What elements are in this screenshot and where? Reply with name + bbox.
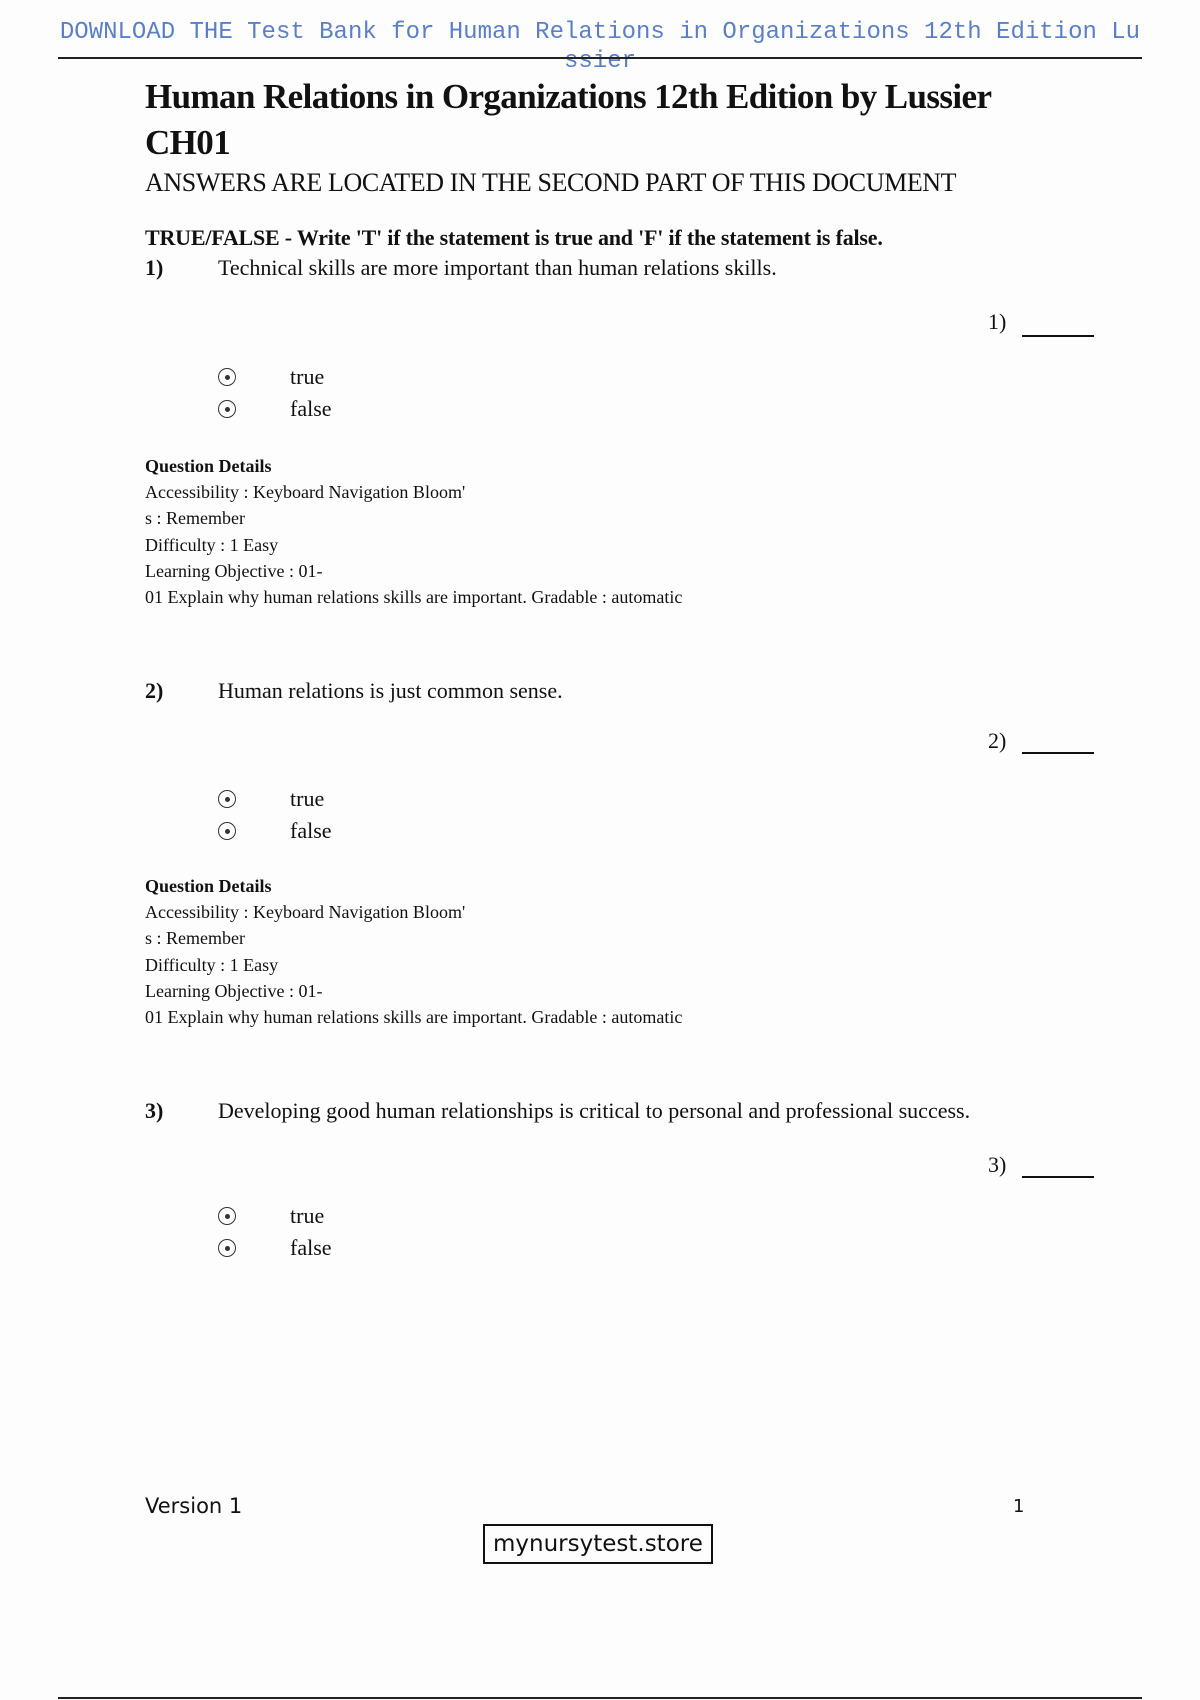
option-false[interactable] (218, 817, 332, 845)
details-accessibility: Accessibility : Keyboard Navigation Bloom' (145, 482, 466, 503)
page-number: 1 (1013, 1496, 1025, 1517)
footer-divider (58, 1697, 1142, 1699)
option-true[interactable] (218, 1202, 325, 1230)
question-number: 3) (145, 1098, 164, 1123)
radio-icon[interactable] (218, 790, 236, 808)
option-label: false (290, 818, 332, 843)
question-number: 2) (145, 678, 164, 703)
page-title: Human Relations in Organizations 12th Edition by Lussier CH01 (145, 77, 991, 162)
question-details (145, 873, 682, 1030)
download-banner[interactable]: DOWNLOAD THE Test Bank for Human Relations in Organizations 12th Edition Lussier (59, 19, 1141, 75)
option-label: false (290, 396, 332, 421)
option-false[interactable] (218, 1234, 332, 1262)
question-text: Technical skills are more important than human relations skills. (218, 255, 777, 280)
radio-icon[interactable] (218, 400, 236, 418)
details-heading: Question Details (145, 876, 272, 896)
answers-note: ANSWERS ARE LOCATED IN THE SECOND PART OF THIS DOCUMENT (145, 168, 957, 197)
details-bloom: s : Remember (145, 508, 245, 529)
answer-blank-line (1022, 1176, 1094, 1178)
details-difficulty: Difficulty : 1 Easy (145, 534, 279, 555)
details-objective: Learning Objective : 01- (145, 980, 323, 1001)
option-label: true (290, 1203, 325, 1228)
details-accessibility: Accessibility : Keyboard Navigation Bloom' (145, 902, 466, 923)
option-true[interactable] (218, 785, 325, 813)
option-label: true (290, 786, 325, 811)
header-divider (58, 57, 1142, 59)
details-heading: Question Details (145, 456, 272, 476)
question-text: Developing good human relationships is critical to personal and professional success. (218, 1098, 971, 1123)
radio-icon[interactable] (218, 368, 236, 386)
radio-icon[interactable] (218, 1207, 236, 1225)
answer-blank-label: 3) (988, 1152, 1007, 1177)
question-details (145, 453, 682, 610)
section-instructions: TRUE/FALSE - Write 'T' if the statement is true and 'F' if the statement is false. (145, 225, 883, 250)
option-label: false (290, 1235, 332, 1260)
details-objective: Learning Objective : 01- (145, 560, 323, 581)
details-difficulty: Difficulty : 1 Easy (145, 954, 279, 975)
option-label: true (290, 364, 325, 389)
answer-blank-line (1022, 335, 1094, 337)
answer-blank-label: 2) (988, 728, 1007, 753)
details-objective-detail: 01 Explain why human relations skills are important. Gradable : automatic (145, 587, 683, 608)
site-link[interactable]: mynursytest.store (483, 1524, 713, 1564)
question-text: Human relations is just common sense. (218, 678, 563, 703)
option-true[interactable] (218, 363, 325, 391)
answer-blank-line (1022, 752, 1094, 754)
radio-icon[interactable] (218, 1239, 236, 1257)
details-bloom: s : Remember (145, 928, 245, 949)
details-objective-detail: 01 Explain why human relations skills are important. Gradable : automatic (145, 1007, 683, 1028)
answer-blank-label: 1) (988, 309, 1007, 334)
question-number: 1) (145, 255, 164, 280)
radio-icon[interactable] (218, 822, 236, 840)
option-false[interactable] (218, 395, 332, 423)
footer-version: Version 1 (145, 1494, 243, 1518)
